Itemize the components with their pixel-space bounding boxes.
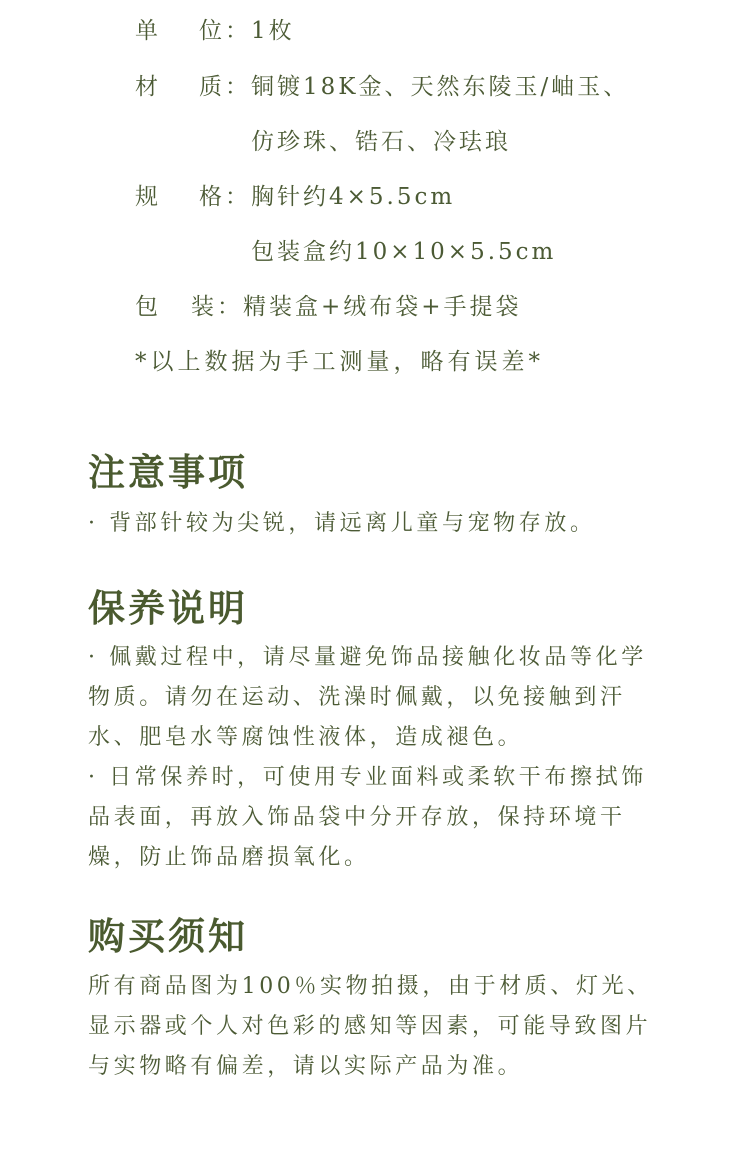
spec-value-material-cont: 仿珍珠、锆石、冷珐琅 [251, 128, 511, 155]
care-title: 保养说明 [88, 586, 248, 630]
purchase-text: 所有商品图为100％实物拍摄，由于材质、灯光、显示器或个人对色彩的感知等因素，可能导致图片与实物略有偏差，请以实际产品为准。 [88, 974, 653, 1079]
purchase-title: 购买须知 [88, 914, 248, 958]
care-item: · 佩戴过程中，请尽量避免饰品接触化妆品等化学物质。请勿在运动、洗澡时佩戴，以免接触到汗水、肥皂水等腐蚀性液体，造成褪色。 [88, 645, 647, 750]
precaution-item: · 背部针较为尖锐，请远离儿童与宠物存放。 [88, 511, 596, 536]
spec-unit: 单 位 ： 1枚 [135, 0, 295, 56]
spec-label-packaging: 包 装 [135, 293, 217, 320]
precautions-title: 注意事项 [88, 450, 248, 494]
spec-value-packaging: 精装盒+绒布袋+手提袋 [243, 293, 522, 320]
spec-value-unit: 1枚 [251, 17, 295, 44]
spec-material: 材 质 ： 铜镀18K金、天然东陵玉/岫玉、 [135, 56, 629, 112]
spec-value-size-cont: 包装盒约10×10×5.5cm [251, 238, 557, 265]
spec-value-size: 胸针约4×5.5cm [251, 183, 456, 210]
spec-packaging: 包 装 ： 精装盒+绒布袋+手提袋 [135, 276, 522, 332]
spec-size: 规 格 ： 胸针约4×5.5cm [135, 166, 455, 222]
spec-label-size: 规 格 [135, 183, 225, 210]
care-item: · 日常保养时，可使用专业面料或柔软干布擦拭饰品表面，再放入饰品袋中分开存放，保持环境干燥，防止饰品磨损氧化。 [88, 765, 647, 870]
care-text [88, 638, 668, 878]
precautions-text [88, 504, 668, 544]
spec-label-unit: 单 位 [135, 17, 225, 44]
spec-value-material: 铜镀18K金、天然东陵玉/岫玉、 [251, 73, 630, 100]
measurement-note: *以上数据为手工测量，略有误差* [135, 348, 544, 375]
spec-label-material: 材 质 [135, 73, 225, 100]
